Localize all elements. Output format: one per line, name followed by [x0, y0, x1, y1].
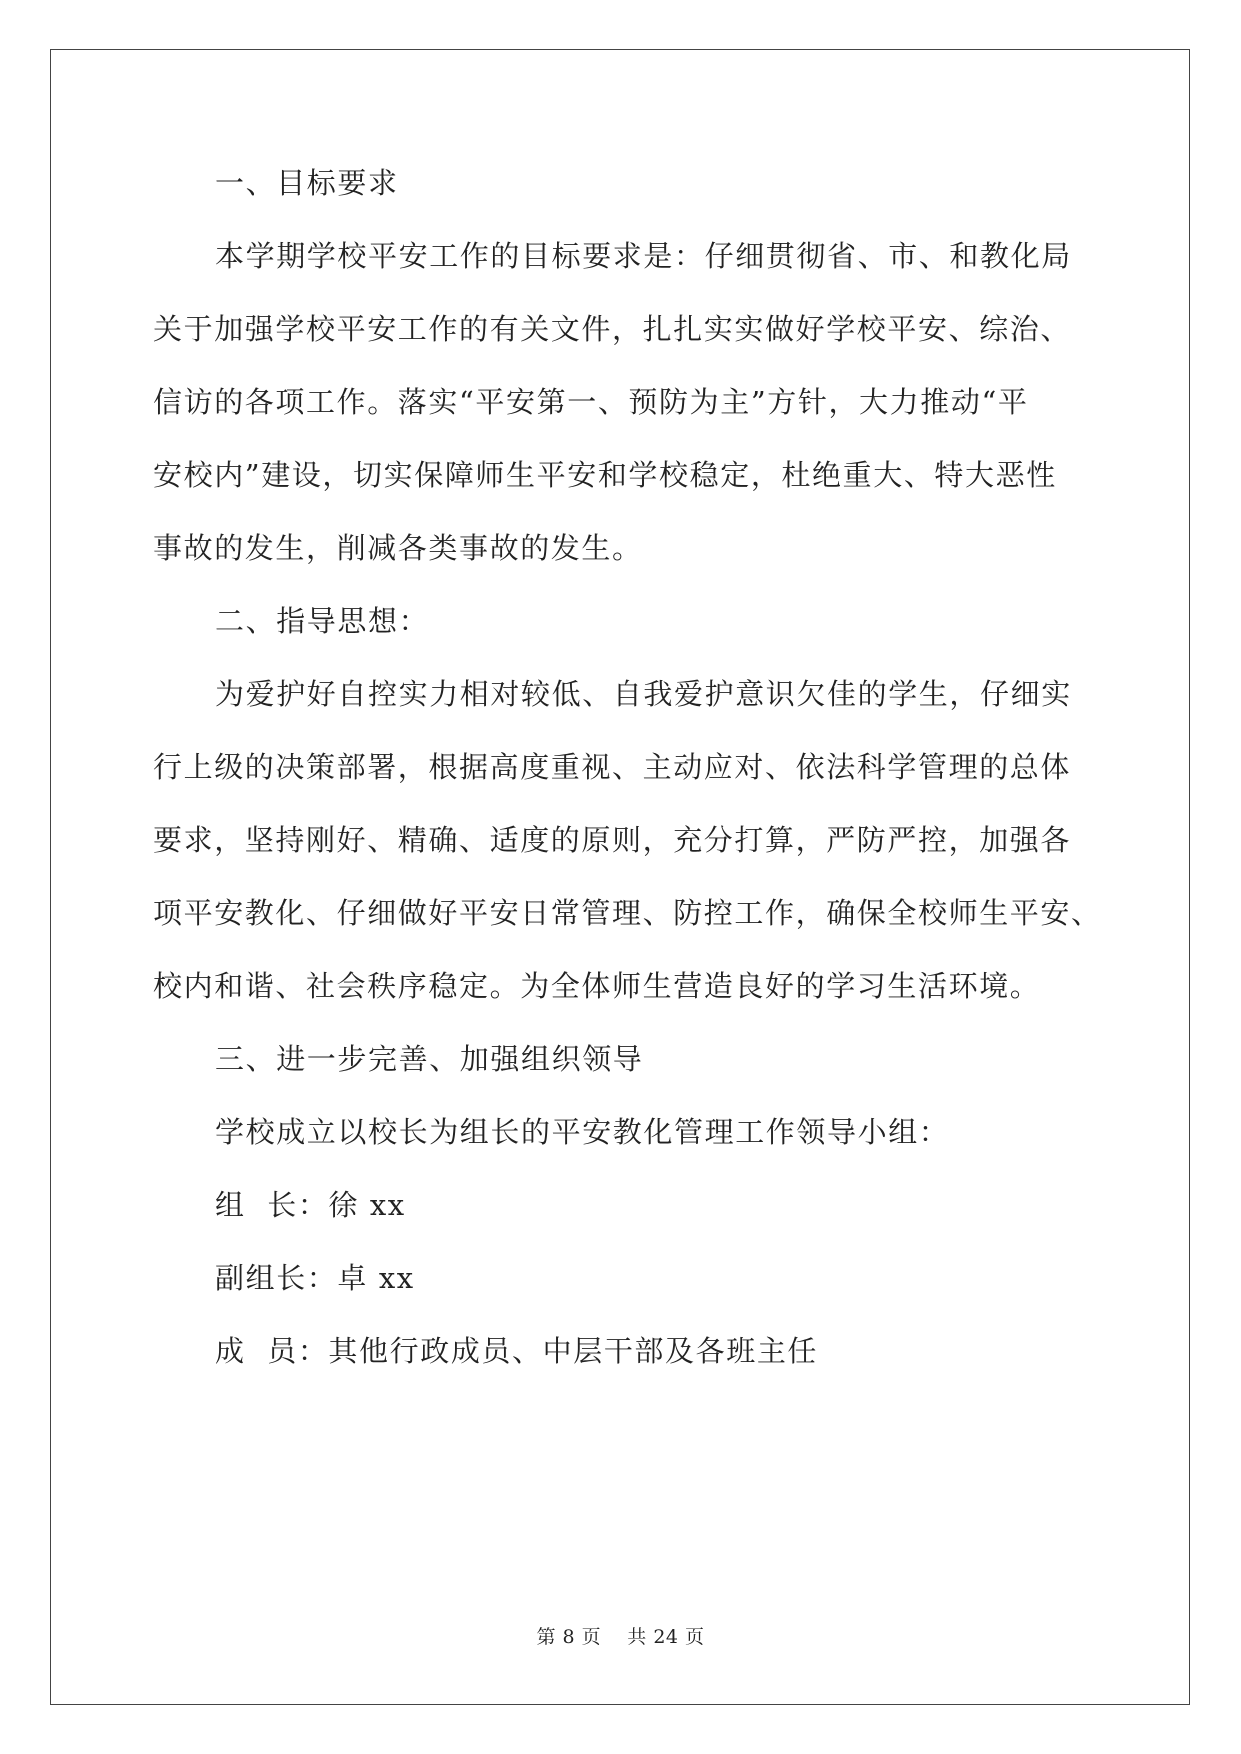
paragraph-line: 为爱护好自控实力相对较低、自我爱护意识欠佳的学生，仔细实 — [215, 677, 1072, 711]
heading-guiding-idea: 二、指导思想： — [215, 604, 430, 638]
page-footer — [0, 1625, 1241, 1649]
team-leader-line: 组 长：徐 xx — [215, 1188, 406, 1222]
paragraph-line: 要求，坚持刚好、精确、适度的原则，充分打算，严防严控，加强各 — [153, 823, 1072, 857]
page-number: 第 8 页 共 24 页 — [536, 1626, 705, 1648]
paragraph-line: 校内和谐、社会秩序稳定。为全体师生营造良好的学习生活环境。 — [153, 969, 1041, 1003]
members-line: 成 员：其他行政成员、中层干部及各班主任 — [215, 1334, 819, 1368]
paragraph-line: 学校成立以校长为组长的平安教化管理工作领导小组： — [215, 1115, 950, 1149]
paragraph-line: 关于加强学校平安工作的有关文件，扎扎实实做好学校平安、综治、 — [153, 312, 1072, 346]
heading-organization: 三、进一步完善、加强组织领导 — [215, 1042, 644, 1076]
page-frame — [50, 49, 1190, 1705]
paragraph-line: 项平安教化、仔细做好平安日常管理、防控工作，确保全校师生平安、 — [153, 896, 1102, 930]
paragraph-line: 事故的发生，削减各类事故的发生。 — [153, 531, 643, 565]
deputy-leader-line: 副组长：卓 xx — [215, 1261, 415, 1295]
paragraph-line: 行上级的决策部署，根据高度重视、主动应对、依法科学管理的总体 — [153, 750, 1072, 784]
paragraph-line: 本学期学校平安工作的目标要求是：仔细贯彻省、市、和教化局 — [215, 239, 1072, 273]
heading-goals: 一、目标要求 — [215, 166, 399, 200]
paragraph-line: 安校内”建设，切实保障师生平安和学校稳定，杜绝重大、特大恶性 — [153, 458, 1057, 492]
paragraph-line: 信访的各项工作。落实“平安第一、预防为主”方针，大力推动“平 — [153, 385, 1029, 419]
